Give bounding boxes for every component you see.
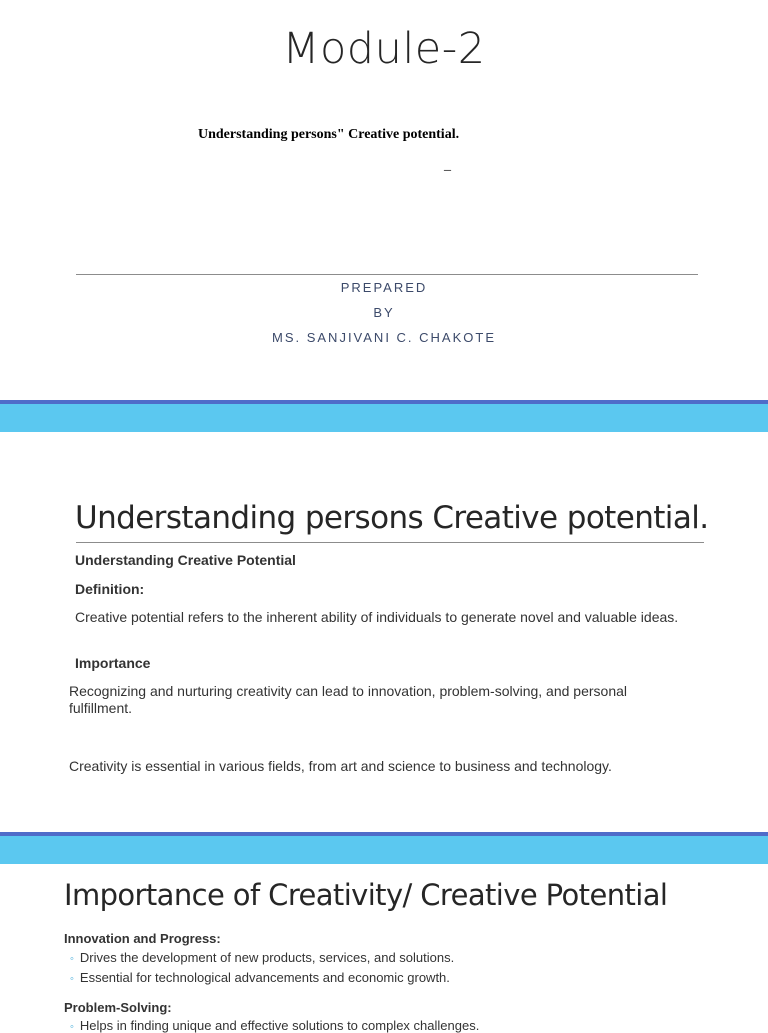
fields-text: Creativity is essential in various fields, from art and science to business and technology.: [69, 758, 612, 774]
separator-band: [0, 404, 768, 432]
slide-2-divider: [76, 542, 704, 543]
list-item-text: Drives the development of new products, services, and solutions.: [79, 950, 455, 965]
credit-line-by: BY: [373, 305, 395, 320]
bullet-icon: ◦: [70, 1021, 74, 1033]
slide-2: [0, 432, 768, 832]
list-item: [70, 950, 454, 965]
problem-solving-label: Problem-Solving:: [64, 1000, 172, 1015]
bullet-icon: ◦: [70, 953, 74, 965]
slide-2-title: Understanding persons Creative potential.: [75, 500, 709, 536]
section-heading: Understanding Creative Potential: [75, 552, 296, 568]
list-item: [70, 970, 450, 985]
slide-1-subtitle: Understanding persons" Creative potential.: [198, 127, 460, 142]
slide-3-title: Importance of Creativity/ Creative Potential: [64, 878, 668, 912]
slide-1-dash: _: [444, 158, 451, 173]
slide-1: [0, 0, 768, 400]
slide-3: [0, 864, 768, 1033]
definition-label: Definition:: [75, 581, 145, 597]
slide-1-divider: [76, 274, 698, 275]
definition-text: Creative potential refers to the inherent ability of individuals to generate novel and valuable ideas.: [75, 609, 679, 625]
separator-band: [0, 836, 768, 864]
bullet-icon: ◦: [70, 973, 74, 985]
importance-text: Recognizing and nurturing creativity can lead to innovation, problem-solving, and personal fulfillment.: [69, 683, 627, 716]
credit-line-prepared: PREPARED: [340, 280, 428, 295]
importance-label: Importance: [75, 655, 151, 671]
slide-1-title: Module-2: [282, 24, 486, 74]
list-item-text: Essential for technological advancements and economic growth.: [79, 970, 450, 985]
credit-line-author: MS. SANJIVANI C. CHAKOTE: [271, 330, 496, 345]
list-item: [70, 1018, 479, 1033]
list-item-text: Helps in finding unique and effective solutions to complex challenges.: [79, 1018, 480, 1033]
innovation-label: Innovation and Progress:: [64, 931, 221, 946]
